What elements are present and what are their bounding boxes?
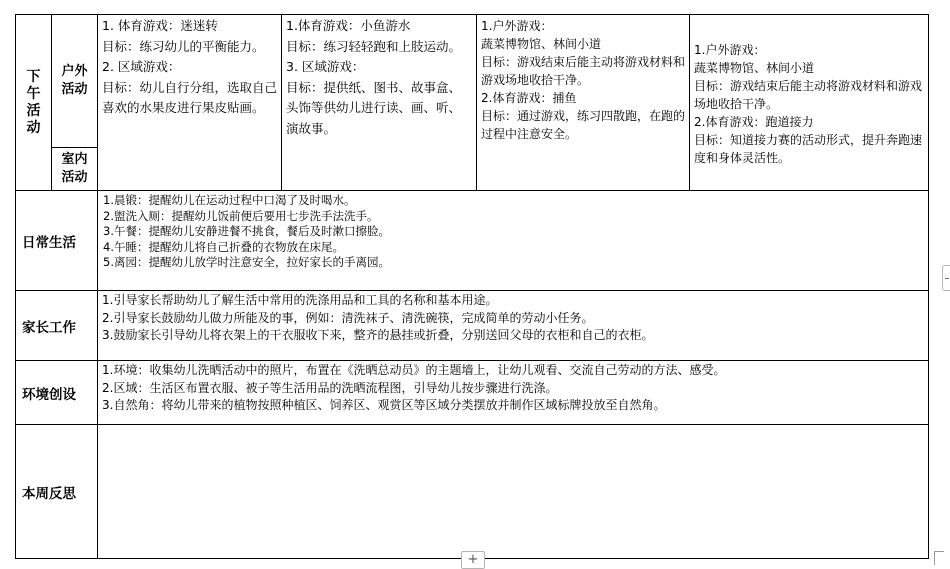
activity-line: 2.体育游戏：跑道接力 [694, 114, 814, 129]
activity-line: 1.户外游戏： [481, 19, 553, 33]
environment-label: 环境创设 [16, 361, 98, 425]
day-cell-4[interactable] [690, 15, 929, 191]
activity-line: 2. 区域游戏： [102, 59, 181, 74]
environment-row [16, 361, 929, 425]
day-cell-3[interactable] [477, 15, 690, 191]
afternoon-outdoor-row [16, 15, 929, 148]
activity-line: 1.户外游戏： [694, 42, 766, 57]
daily-life-label: 日常生活 [16, 191, 98, 291]
add-row-button[interactable]: + [461, 551, 485, 569]
page-corner-marker [934, 551, 944, 565]
reflection-label: 本周反思 [16, 425, 98, 559]
parent-work-row [16, 291, 929, 361]
day-cell-2[interactable] [282, 15, 477, 191]
activity-line: 1.体育游戏：小鱼游水 [286, 18, 411, 33]
activity-line: 1. 体育游戏：迷迷转 [102, 18, 218, 33]
indoor-activity-label: 室内 活动 [52, 148, 98, 191]
list-item: 3.鼓励家长引导幼儿将衣架上的干衣服收下来，整齐的悬挂或折叠，分别送回父母的衣柜和自己的衣柜。 [102, 328, 654, 342]
outdoor-activity-label: 户外 活动 [52, 15, 98, 148]
activity-line: 目标：游戏结束后能主动将游戏材料和游戏场地收拾干净。 [481, 55, 686, 87]
document-page [15, 14, 929, 559]
list-item: 2.区域：生活区布置衣服、被子等生活用品的洗晒流程图，引导幼儿按步骤进行洗涤。 [102, 380, 558, 395]
list-item: 1.环境：收集幼儿洗晒活动中的照片，布置在《洗晒总动员》的主题墙上，让幼儿观看、交流自己劳动的方法、感受。 [102, 363, 726, 377]
afternoon-activity-label: 下 午 活 动 [16, 15, 52, 191]
activity-line: 目标：幼儿自行分组，选取自己喜欢的水果皮进行果皮贴画。 [102, 79, 278, 115]
daily-life-content[interactable] [98, 191, 929, 291]
list-item: 2.引导家长鼓励幼儿做力所能及的事，例如：清洗袜子、清洗碗筷，完成简单的劳动小任务。 [102, 310, 594, 325]
activity-line: 2.体育游戏：捕鱼 [481, 91, 577, 105]
collapse-handle[interactable] [942, 265, 950, 291]
weekly-plan-table [15, 14, 929, 559]
activity-line: 目标：游戏结束后能主动将游戏材料和游戏场地收拾干净。 [694, 78, 923, 111]
activity-line: 3. 区域游戏： [286, 59, 365, 74]
environment-content[interactable] [98, 361, 929, 425]
list-item: 3.自然角：将幼儿带来的植物按照种植区、饲养区、观赏区等区域分类摆放并制作区域标牌投放至自然角。 [102, 398, 666, 412]
activity-line: 目标：通过游戏，练习四散跑，在跑的过程中注意安全。 [481, 109, 686, 141]
activity-line: 目标：练习轻轻跑和上肢运动。 [286, 38, 462, 54]
activity-line: 目标：知道接力赛的活动形式，提升奔跑速度和身体灵活性。 [694, 132, 923, 165]
list-item: 1.引导家长帮助幼儿了解生活中常用的洗涤用品和工具的名称和基本用途。 [102, 293, 498, 307]
parent-work-label: 家长工作 [16, 291, 98, 361]
list-item: 2.盥洗入厕：提醒幼儿饭前便后要用七步洗手法洗手。 [103, 208, 379, 223]
reflection-content[interactable] [98, 425, 929, 559]
list-item: 4.午睡：提醒幼儿将自己折叠的衣物放在床尾。 [103, 239, 344, 254]
daily-life-row [16, 191, 929, 291]
day-cell-1[interactable] [98, 15, 282, 191]
activity-line: 蔬菜博物馆、林间小道 [694, 60, 815, 75]
list-item: 1.晨锻：提醒幼儿在运动过程中口渴了及时喝水。 [103, 193, 356, 207]
activity-line: 目标：练习幼儿的平衡能力。 [102, 38, 265, 54]
list-item: 3.午餐：提醒幼儿安静进餐不挑食，餐后及时漱口擦脸。 [103, 224, 390, 238]
list-item: 5.离园：提醒幼儿放学时注意安全，拉好家长的手离园。 [103, 255, 390, 269]
parent-work-content[interactable] [98, 291, 929, 361]
activity-line: 蔬菜博物馆、林间小道 [481, 37, 602, 51]
activity-line: 目标：提供纸、图书、故事盒、头饰等供幼儿进行读、画、听、演故事。 [286, 79, 462, 136]
reflection-row [16, 425, 929, 559]
